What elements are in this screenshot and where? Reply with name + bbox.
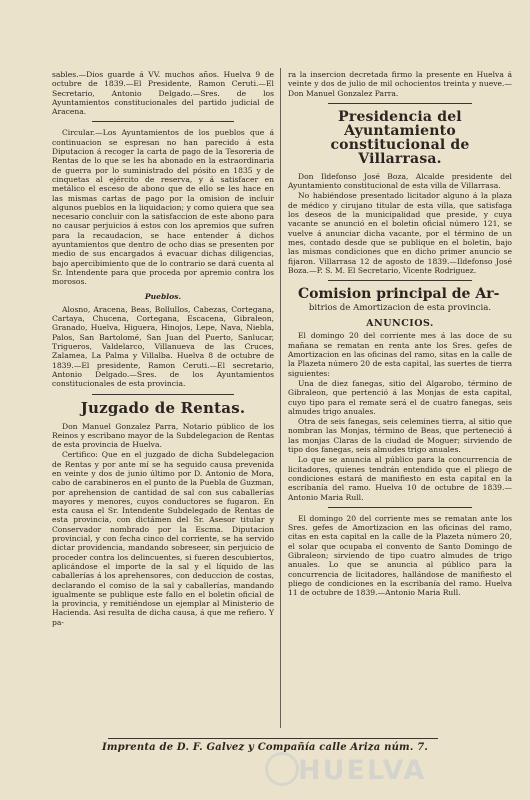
right-paragraph-3: No habiéndose presentado licitador alguno á la plaza de médico y cirujano titular de esta villa, que satisfaga los deseos de la municipalidad que preside, y cuya vacante se anunció en el boletin oficial número 121, se vuelve á anunciar dicha vacante, por el término de un mes, contado desde que se publique en el boletin, bajo las mismas condiciones que en dicho primer anuncio se fijaron. Villarrasa 12 de agosto de 1839.—Ildefonso José Boza.—P. S. M. El Secretario, Vicente Rodriguez.: [288, 191, 512, 275]
column-divider: [280, 68, 281, 728]
printer-imprint: Imprenta de D. F. Galvez y Compañía calle Ariza núm. 7.: [101, 742, 429, 753]
separator-rule: [328, 103, 472, 104]
right-paragraph-7: Lo que se anuncia al público para la concurrencia de licitadores, quienes tendrán entendido que el pliego de condiciones estará de manifiesto en esta capital en la escribanía del ramo. Huelva 10 de octubre de 1839.—Antonio Maria Rull.: [288, 455, 512, 502]
right-paragraph-4: El domingo 20 del corriente mes á las doce de su mañana se rematan en renta ante los Sres. gefes de Amortizacion en las oficinas del ramo, sitas en la calle de la Plazeta número 20 de esta capital, las suertes de tierra siguientes:: [288, 331, 512, 378]
section-heading-comision: Comision principal de Ar-: [298, 286, 500, 303]
right-paragraph-8: El domingo 20 del corriente mes se rematan ante los Sres. gefes de Amortizacion en las oficinas del ramo, citas en esta capital en la calle de la Plazeta número 20, el solar que ocupaba el convento de Santo Domingo de Gibraleon; sirviendo de tipo cuatro almudes de trigo anuales. Lo que se anuncia al público para la concurrencia de licitadores, hallándose de manifiesto el pliego de condiciones en la escribanía del ramo. Huelva 11 de octubre de 1839.—Antonio Maria Rull.: [288, 513, 512, 598]
right-paragraph-6: Otra de seis fanegas, seis celemines tierra, al sitio que nombran las Monjas, término de Beas, que perteneció á las monjas Claras de la ciudad de Moguer; sirviendo de tipo dos fanegas, seis almudes trigo anuales.: [288, 417, 512, 455]
right-paragraph-2: Don Ildefonso José Boza, Alcalde presidente del Ayuntamiento constitucional de esta villa de Villarrasa.: [288, 171, 512, 191]
separator-rule: [328, 280, 472, 281]
library-stamp-watermark: HUELVA: [298, 755, 427, 786]
separator-rule: [328, 507, 472, 508]
left-column: [52, 70, 274, 628]
right-column: [288, 70, 512, 598]
left-paragraph-3: Alosno, Aracena, Beas, Bollullos, Cabezas, Cortegana, Cartaya, Chucena, Cortegana, Escacena, Gibraleon, Granado, Huelva, Higuera, Hinojos, Lepe, Nava, Niebla, Palos, San Bartolomé, San Juan del Puerto, Sanlucar, Trigueros, Valdelarco, Villanueva de las Cruces, Zalamea, La Palma y Villalba. Huelva 8 de octubre de 1839.—El presidente, Ramon Ceruti.—El secretario, Antonio Delgado.—Sres. de los Ayuntamientos constitucionales de esta provincia.: [52, 304, 274, 389]
left-paragraph-5: Certifico: Que en el juzgado de dicha Subdelegacion de Rentas y por ante mí se ha seguido causa prevenida en veinte y dos de junio último por D. Antonio de Mora, cabo de carabineros en el punto de la Puebla de Guzman, por aprehension de cantidad de sal con sus caballerías mayores y menores, cuyos conductores se fugaron. En esta causa el Sr. Intendente Subdelegado de Rentas de esta provincia, con dictámen del Sr. Asesor titular y Conservador nombrado por la Escma. Diputacion provincial, y con fecha cinco del corriente, se ha servido dictar providencia, mandando sobreseer, sin perjuicio de proceder contra los delincuentes, si fueren descubiertos, aplicándose el importe de la sal y el líquido de las caballerías á los aprehensores, con deduccion de costas, declarando el comiso de la sal y caballerías, mandando igualmente se publique este fallo en el boletin oficial de la provincia, y remitiéndose un ejemplar al Ministerio de Hacienda. Asi resulta de dicha causa, á que me refiero. Y pa-: [52, 450, 274, 627]
section-heading-juzgado: Juzgado de Rentas.: [80, 398, 246, 417]
right-paragraph-1: ra la insercion decretada firmo la presente en Huelva á veinte y dos de julio de mil ochocientos treinta y nueve.—Don Manuel Gonzalez Parra.: [288, 70, 512, 98]
section-subheading-comision: bitrios de Amortizacion de esta provincia.: [308, 303, 492, 314]
separator-rule: [92, 394, 234, 395]
left-paragraph-1: sables.—Dios guarde á VV. muchos años. Huelva 9 de octubre de 1839.—El Presidente, Ramon Ceruti.—El Secretario, Antonio Delgado.—Sres. de los Ayuntamientos constitucionales del partido judicial de Aracena.: [52, 70, 274, 117]
left-paragraph-4: Don Manuel Gonzalez Parra, Notario público de los Reinos y escribano mayor de la Subdelegacion de Rentas de esta provincia de Huelva.: [52, 421, 274, 450]
left-paragraph-2: Circular.—Los Ayuntamientos de los pueblos que á continuacion se espresan no han parecido á esta Diputacion á recoger la carta de pago de la Tesoreria de Rentas de lo que se les ha abonado en la estraordinaria de guerra por lo suministrado del pósito en 1835 y de cinquetas al ejército de reserva, y á satisfacer en metálico el esceso de abono que de ello se les hace en las mismas cartas de pago por la omision de incluir algunos pueblos en la liquidacion; y como quiera que sea necesario concluir con la satisfaccion de este abono para no causar perjuicios á estos con los apremios que sufren para la recaudacion, se hace entender á dichos ayuntamientos que dentro de ocho dias se presenten por medio de sus encargados á evacuar dichas diligencias, bajo apercibimiento que de lo contrario se dará cuenta al Sr. Intendente para que proceda por apremio contra los morosos.: [52, 128, 274, 287]
pueblos-label: Pueblos.: [144, 291, 182, 301]
right-paragraph-5: Una de diez fanegas, sitio del Algarobo, término de Gibraleon, que pertenció á las Monjas de esta capital, cuyo tipo para el remate será el de cuatro fanegas, seis almudes trigo anuales.: [288, 378, 512, 416]
library-stamp-seal: [265, 752, 299, 786]
section-heading-villarrasa: Presidencia del Ayuntamiento constitucional de Villarrasa.: [330, 108, 470, 167]
footer-rule: [108, 738, 438, 739]
separator-rule: [92, 121, 234, 122]
anuncios-heading: ANUNCIOS.: [366, 318, 434, 330]
